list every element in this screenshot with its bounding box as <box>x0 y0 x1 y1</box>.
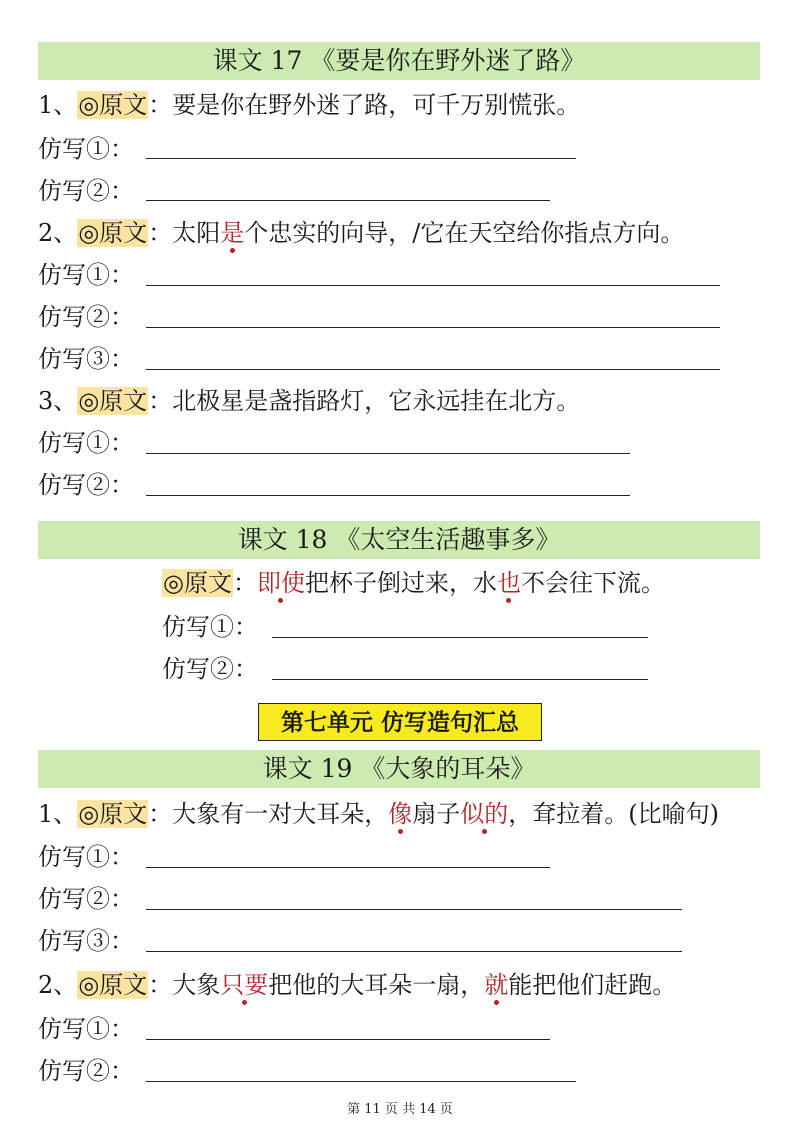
lesson19-q1: 1、◎原文：大象有一对大耳朵，像扇子似的，耷拉着。(比喻句) <box>38 800 719 828</box>
answer-line[interactable] <box>146 453 630 454</box>
imitate-label-2: 仿写②： <box>38 1057 134 1085</box>
unit-title: 第七单元 仿写造句汇总 <box>258 703 542 741</box>
lesson17-q1: 1、◎原文：要是你在野外迷了路，可千万别慌张。 <box>38 91 581 119</box>
answer-line[interactable] <box>272 679 648 680</box>
answer-line[interactable] <box>146 867 550 868</box>
keyword-highlight: 只要 <box>220 971 269 999</box>
lesson17-q3: 3、◎原文：北极星是盏指路灯，它永远挂在北方。 <box>38 387 581 415</box>
original-sentence: 要是你在野外迷了路，可千万别慌张。 <box>172 91 581 119</box>
imitate-label-2: 仿写②： <box>38 303 134 331</box>
page-number: 第 11 页 共 14 页 <box>347 1102 453 1117</box>
question-number: 1、 <box>38 91 78 119</box>
answer-line[interactable] <box>146 369 720 370</box>
answer-line[interactable] <box>146 327 720 328</box>
lesson19-q2: 2、◎原文：大象只要把他的大耳朵一扇，就能把他们赶跑。 <box>38 971 677 999</box>
lesson17-q2: 2、◎原文：太阳是个忠实的向导，/它在天空给你指点方向。 <box>38 219 685 247</box>
original-text-label: ◎原文 <box>78 91 148 119</box>
lesson19-title: 课文 19 《大象的耳朵》 <box>38 750 760 788</box>
answer-line[interactable] <box>146 285 720 286</box>
imitate-label-1: 仿写①： <box>38 429 134 457</box>
original-text-label: ◎原文 <box>163 569 232 597</box>
keyword-highlight: 就 <box>484 971 509 999</box>
original-text-label: ◎原文 <box>78 800 148 828</box>
original-text-label: ◎原文 <box>78 387 148 415</box>
lesson17-title: 课文 17 《要是你在野外迷了路》 <box>38 42 760 80</box>
answer-line[interactable] <box>146 495 630 496</box>
answer-line[interactable] <box>146 951 682 952</box>
imitate-label-1: 仿写①： <box>38 843 134 871</box>
answer-line[interactable] <box>146 1081 576 1082</box>
answer-line[interactable] <box>272 637 648 638</box>
answer-line[interactable] <box>146 909 682 910</box>
imitate-label-1: 仿写①： <box>38 1015 134 1043</box>
answer-line[interactable] <box>146 158 576 159</box>
keyword-highlight: 即使 <box>256 569 305 597</box>
keyword-highlight: 似的 <box>460 800 509 828</box>
answer-line[interactable] <box>146 1039 550 1040</box>
imitate-label-3: 仿写③： <box>38 345 134 373</box>
lesson18-q1: ◎原文：即使把杯子倒过来，水也不会往下流。 <box>163 569 665 597</box>
imitate-label-2: 仿写②： <box>38 885 134 913</box>
keyword-highlight: 像 <box>388 800 413 828</box>
imitate-label-2: 仿写②： <box>38 177 134 205</box>
answer-line[interactable] <box>146 200 550 201</box>
imitate-label-2: 仿写②： <box>162 655 258 683</box>
keyword-highlight: 是 <box>220 219 245 247</box>
imitate-label-1: 仿写①： <box>162 613 258 641</box>
imitate-label-1: 仿写①： <box>38 261 134 289</box>
original-text-label: ◎原文 <box>78 971 148 999</box>
imitate-label-1: 仿写①： <box>38 135 134 163</box>
imitate-label-2: 仿写②： <box>38 471 134 499</box>
original-text-label: ◎原文 <box>78 219 148 247</box>
imitate-label-3: 仿写③： <box>38 927 134 955</box>
lesson18-title: 课文 18 《太空生活趣事多》 <box>38 521 760 559</box>
keyword-highlight: 也 <box>496 569 521 597</box>
